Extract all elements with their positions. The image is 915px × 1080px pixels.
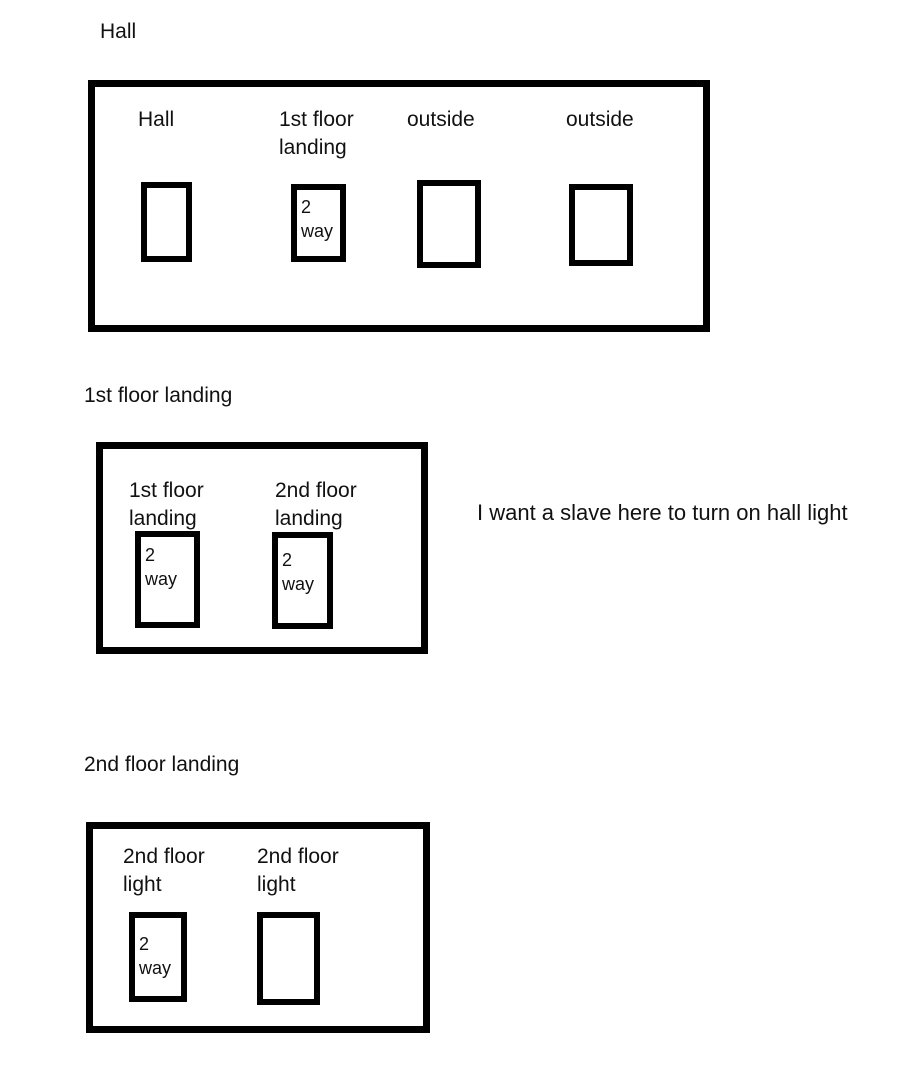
first-floor-heading: 1st floor landing [84, 384, 233, 407]
hall-switch-3 [417, 180, 481, 268]
second-floor-switch-1-label: 2nd floor light [123, 845, 205, 896]
hall-switch-2 [291, 184, 346, 262]
second-floor-switch-1 [129, 912, 187, 1002]
first-floor-switch-1-label: 1st floor landing [129, 479, 204, 530]
second-floor-heading: 2nd floor landing [84, 753, 240, 776]
slave-switch-note: I want a slave here to turn on hall light [477, 500, 848, 525]
hall-switch-1 [141, 182, 192, 262]
first-floor-switch-2 [272, 532, 333, 629]
hall-switch-2-label: 1st floor landing [279, 108, 354, 159]
first-floor-switch-1 [135, 531, 200, 628]
first-floor-switch-1-text: 2 way [145, 545, 178, 589]
first-floor-switch-2-label: 2nd floor landing [275, 479, 357, 530]
hall-switch-4 [569, 184, 633, 266]
second-floor-switch-2-label: 2nd floor light [257, 845, 339, 896]
hall-switch-2-text: 2 way [301, 197, 334, 241]
hall-heading: Hall [100, 20, 137, 43]
second-floor-switch-plate [86, 822, 430, 1033]
hall-switch-4-label: outside [566, 108, 634, 131]
first-floor-switch-2-text: 2 way [282, 550, 315, 594]
hall-switch-1-label: Hall [138, 108, 175, 131]
second-floor-switch-2 [257, 912, 320, 1005]
hall-switch-plate [88, 80, 710, 332]
second-floor-switch-1-text: 2 way [139, 934, 172, 978]
first-floor-switch-plate [96, 442, 428, 654]
hall-switch-3-label: outside [407, 108, 475, 131]
